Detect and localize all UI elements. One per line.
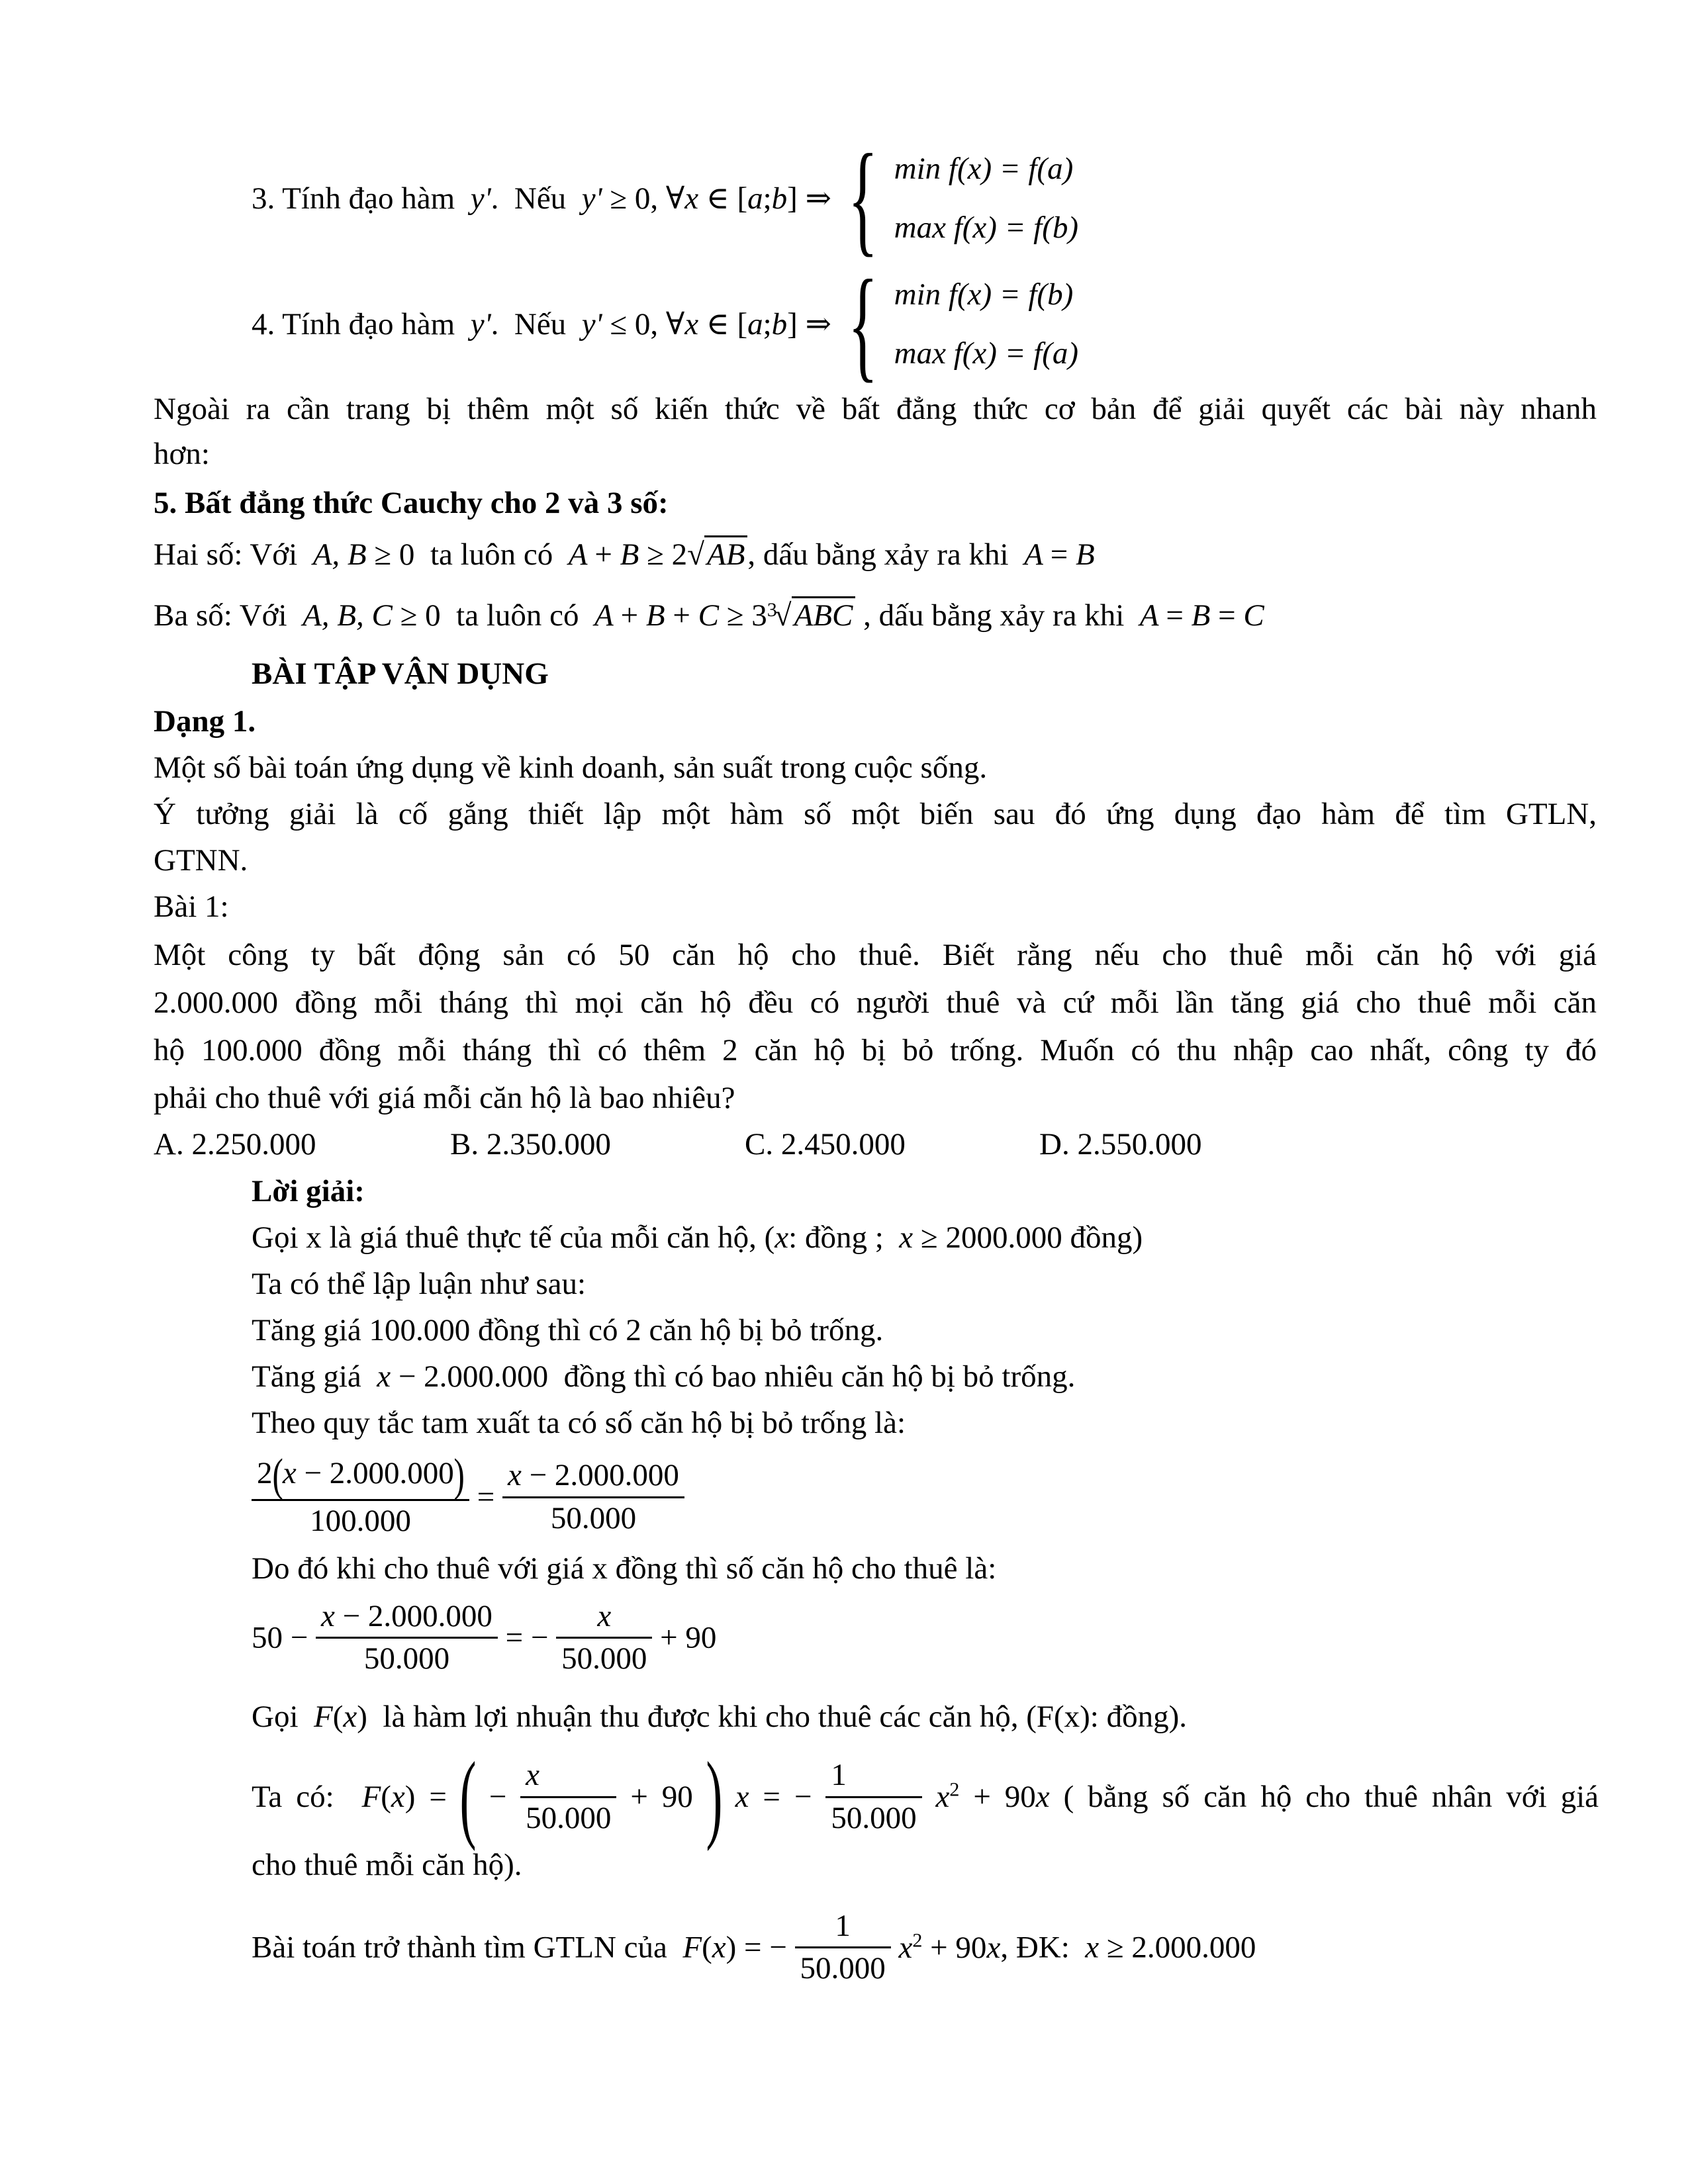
solution-line-10-text: Bài toán trở thành tìm GTLN của bbox=[252, 1930, 667, 1965]
equation-empty-units: $\frac{2(x - 2.000.000)}{100.000}$ = $\frac{x - 2.000.000}{50.000}$ bbox=[252, 1453, 684, 1541]
cauchy-three-text: ta luôn có bbox=[456, 598, 579, 633]
fraction: $\frac{x}{50.000}$ bbox=[556, 1596, 652, 1679]
cauchy-three-cond: A, B, C ≥ 0 bbox=[295, 598, 441, 633]
cauchy-three bbox=[154, 597, 1264, 634]
math-Fx: F(x) bbox=[306, 1700, 367, 1734]
fraction: $\frac{1}{50.000}$ bbox=[795, 1906, 891, 1989]
math-Fx-def: F(x) = bbox=[348, 1779, 447, 1814]
option-b: B. 2.350.000 bbox=[450, 1127, 611, 1161]
problem-line-4: phải cho thuê với giá mỗi căn hộ là bao nhiêu? bbox=[154, 1081, 735, 1115]
math-x-condition: x ≥ 2000.000 bbox=[891, 1220, 1062, 1255]
solution-line-1 bbox=[252, 1219, 1143, 1256]
rule-4-condition-math: y' ≤ 0, ∀x ∈ [a;b] ⇒ bbox=[573, 306, 831, 341]
rule-3: 3. Tính đạo hàm y'. Nếu y' ≥ 0, ∀x ∈ [a;b] ⇒ { min f(x) = f(a) max f(x) = f(b) bbox=[252, 129, 1079, 268]
rule-4-text: 4. Tính đạo hàm bbox=[252, 306, 455, 341]
solution-line-1-unit: : đồng ; bbox=[788, 1220, 884, 1255]
cauchy-two-eq-text: , dấu bằng xảy ra khi bbox=[747, 537, 1009, 572]
cauchy-two-eq: A = B bbox=[1016, 537, 1095, 572]
intro-line-1: Ngoài ra cần trang bị thêm một số kiến thức về bất đẳng thức cơ bản để giải quyết các bài này nhanh bbox=[154, 392, 1597, 426]
solution-heading: Lời giải: bbox=[252, 1174, 365, 1208]
rule-3-text: 3. Tính đạo hàm bbox=[252, 181, 455, 216]
rule-3-max: max f(x) = f(b) bbox=[894, 210, 1079, 245]
problem-line-2: 2.000.000 đồng mỗi tháng thì mọi căn hộ đều có người thuê và cứ mỗi lần tăng giá cho thuê mỗi căn bbox=[154, 985, 1597, 1020]
solution-line-1-end: đồng) bbox=[1070, 1220, 1143, 1255]
solution-line-9: cho thuê mỗi căn hộ). bbox=[252, 1848, 522, 1882]
solution-line-4-text: Tăng giá bbox=[252, 1359, 361, 1394]
math-x: x bbox=[774, 1220, 789, 1255]
rule-3-system bbox=[894, 140, 1078, 258]
rule-4-cond: Nếu bbox=[514, 306, 567, 341]
fraction: $\frac{2(x - 2.000.000)}{100.000}$ bbox=[252, 1453, 469, 1541]
cauchy-two-ineq: A + B ≥ 2√AB bbox=[561, 535, 747, 572]
cauchy-two-label: Hai số: Với bbox=[154, 537, 298, 572]
rule-3-condition-math: y' ≥ 0, ∀x ∈ [a;b] ⇒ bbox=[573, 181, 831, 216]
cauchy-two-cond: A, B ≥ 0 bbox=[305, 537, 415, 572]
cauchy-two-text: ta luôn có bbox=[430, 537, 553, 572]
solution-line-5: Theo quy tắc tam xuất ta có số căn hộ bị bỏ trống là: bbox=[252, 1406, 906, 1440]
fraction: $\frac{x - 2.000.000}{50.000}$ bbox=[502, 1455, 684, 1538]
big-paren-close: ) bbox=[706, 1742, 723, 1852]
fraction: $\frac{1}{50.000}$ bbox=[825, 1755, 921, 1838]
math-yprime: y' bbox=[462, 181, 491, 216]
intro-line-2: hơn: bbox=[154, 437, 210, 471]
solution-line-8: Ta có: F(x) = ( − $\frac{x}{50.000}$ + 90 ) x = − $\frac{1}{50.000}$ $x^2 + 90x$ ( bằng số căn hộ cho thuê nhân với giá bbox=[252, 1742, 1599, 1852]
fraction: $\frac{x - 2.000.000}{50.000}$ bbox=[316, 1596, 498, 1679]
solution-line-8-text: Ta có: bbox=[252, 1779, 334, 1814]
solution-line-2: Ta có thể lập luận như sau: bbox=[252, 1267, 586, 1301]
rule-4: 4. Tính đạo hàm y'. Nếu y' ≤ 0, ∀x ∈ [a;b] ⇒ { min f(x) = f(b) max f(x) = f(a) bbox=[252, 255, 1079, 394]
rule-4-max: max f(x) = f(a) bbox=[894, 336, 1079, 371]
math-yprime: y' bbox=[462, 306, 491, 341]
solution-line-8-end: ( bằng số căn hộ cho thuê nhân với giá bbox=[1063, 1779, 1599, 1814]
dang-description: Một số bài toán ứng dụng về kinh doanh, sản suất trong cuộc sống. bbox=[154, 751, 988, 785]
solution-line-7-text: Gọi bbox=[252, 1700, 299, 1734]
option-a: A. 2.250.000 bbox=[154, 1127, 316, 1161]
cauchy-three-eq-text: , dấu bằng xảy ra khi bbox=[863, 598, 1125, 633]
solution-line-10: Bài toán trở thành tìm GTLN của F(x) = − $\frac{1}{50.000}$ $x^2 + 90x$, ĐK: x ≥ 2.000.000 bbox=[252, 1906, 1256, 1989]
rule-4-min: min f(x) = f(b) bbox=[894, 277, 1074, 312]
cauchy-three-eq: A = B = C bbox=[1132, 598, 1264, 633]
solution-line-4 bbox=[252, 1358, 1075, 1395]
option-d: D. 2.550.000 bbox=[1039, 1127, 1202, 1161]
cauchy-three-ineq: $A + B + C \ge 3^3√ABC$ bbox=[586, 596, 855, 633]
solution-line-10-cond: , ĐK: bbox=[1000, 1930, 1070, 1965]
solution-line-4-end: đồng thì có bao nhiêu căn hộ bị bỏ trống. bbox=[563, 1359, 1076, 1394]
exercise-label: Bài 1: bbox=[154, 889, 229, 924]
rule-4-system bbox=[894, 265, 1078, 384]
solution-line-7-end: là hàm lợi nhuận thu được khi cho thuê các căn hộ, (F(x): đồng). bbox=[383, 1700, 1188, 1734]
cauchy-two bbox=[154, 536, 1095, 573]
cauchy-heading: 5. Bất đẳng thức Cauchy cho 2 và 3 số: bbox=[154, 486, 669, 520]
problem-line-3: hộ 100.000 đồng mỗi tháng thì có thêm 2 căn hộ bị bỏ trống. Muốn có thu nhập cao nhất, công ty đó bbox=[154, 1033, 1597, 1068]
rule-3-min: min f(x) = f(a) bbox=[894, 151, 1074, 186]
cauchy-three-label: Ba số: Với bbox=[154, 598, 287, 633]
solution-line-7 bbox=[252, 1698, 1187, 1735]
solution-line-3: Tăng giá 100.000 đồng thì có 2 căn hộ bị bỏ trống. bbox=[252, 1313, 884, 1347]
problem-line-1: Một công ty bất động sản có 50 căn hộ cho thuê. Biết rằng nếu cho thuê mỗi căn hộ với giá bbox=[154, 938, 1597, 972]
fraction: $\frac{x}{50.000}$ bbox=[520, 1755, 616, 1838]
dang-heading: Dạng 1. bbox=[154, 704, 256, 739]
left-brace: { bbox=[847, 129, 878, 268]
idea-line-1: Ý tưởng giải là cố gắng thiết lập một hàm số một biến sau đó ứng dụng đạo hàm để tìm GTLN, bbox=[154, 797, 1597, 831]
option-c: C. 2.450.000 bbox=[745, 1127, 906, 1161]
solution-line-6: Do đó khi cho thuê với giá x đồng thì số căn hộ cho thuê là: bbox=[252, 1551, 997, 1586]
solution-line-1-text: Gọi x là giá thuê thực tế của mỗi căn hộ, ( bbox=[252, 1220, 775, 1255]
left-brace: { bbox=[847, 255, 878, 394]
math-x-minus: x − 2.000.000 bbox=[369, 1359, 549, 1394]
idea-line-2: GTNN. bbox=[154, 843, 248, 878]
rule-3-cond: Nếu bbox=[514, 181, 567, 216]
section-title: BÀI TẬP VẬN DỤNG bbox=[252, 657, 549, 691]
big-paren-open: ( bbox=[459, 1742, 477, 1852]
equation-rented-units: 50 − $\frac{x - 2.000.000}{50.000}$ = − $\frac{x}{50.000}$ + 90 bbox=[252, 1596, 716, 1679]
